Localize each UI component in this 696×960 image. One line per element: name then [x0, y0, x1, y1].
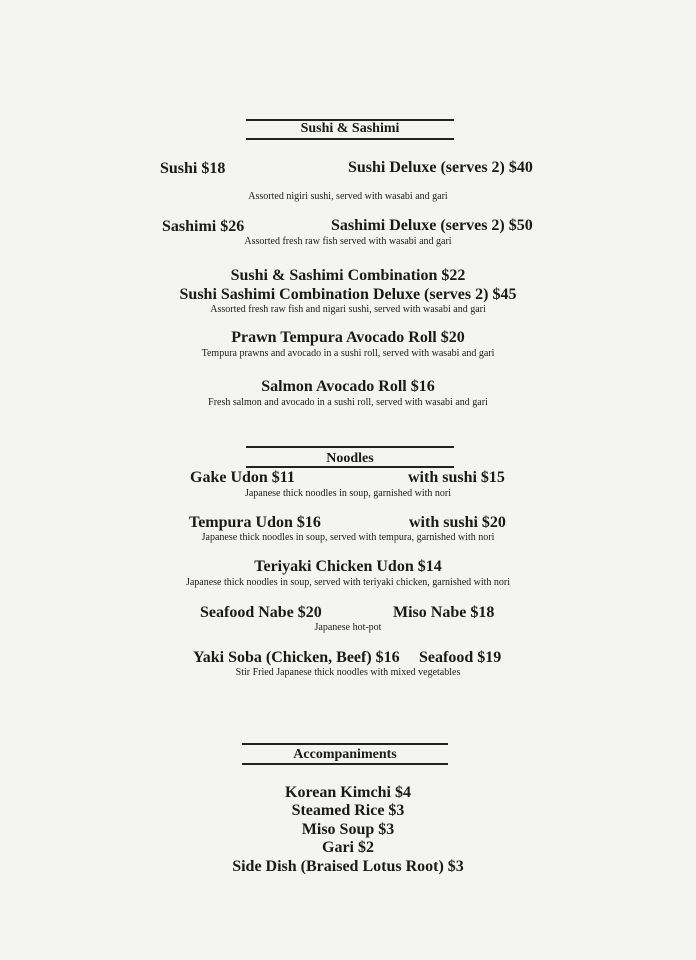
item-description: Japanese hot-pot [314, 622, 382, 633]
menu-item-teriyaki-udon: Teriyaki Chicken Udon $14 [254, 558, 442, 575]
item-description: Japanese thick noodles in soup, served with tempura, garnished with nori [201, 532, 495, 543]
menu-item-prawn-roll: Prawn Tempura Avocado Roll $20 [231, 329, 465, 346]
menu-item-steamed-rice: Steamed Rice $3 [291, 802, 405, 819]
menu-item-seafood-nabe: Seafood Nabe $20 [200, 604, 322, 621]
item-description: Tempura prawns and avocado in a sushi roll, served with wasabi and gari [201, 348, 495, 359]
menu-item-korean-kimchi: Korean Kimchi $4 [285, 784, 411, 801]
heading-rule-bottom [246, 138, 454, 140]
section-heading-sushi: Sushi & Sashimi [300, 121, 400, 136]
menu-item-tempura-udon: Tempura Udon $16 [189, 514, 321, 531]
item-description: Assorted nigiri sushi, served with wasabi and gari [248, 191, 448, 202]
menu-item-sushi-deluxe: Sushi Deluxe (serves 2) $40 [348, 159, 533, 176]
item-description: Assorted fresh raw fish and nigari sushi, served with wasabi and gari [210, 304, 486, 315]
menu-item-side-dish: Side Dish (Braised Lotus Root) $3 [232, 858, 464, 875]
menu-item-gari: Gari $2 [322, 839, 374, 856]
menu-item-combination-deluxe: Sushi Sashimi Combination Deluxe (serves 2) $45 [179, 286, 517, 303]
menu-item-yaki-soba-seafood: Seafood $19 [419, 649, 502, 666]
menu-item-combination: Sushi & Sashimi Combination $22 [230, 267, 466, 284]
section-heading-accompaniments: Accompaniments [293, 747, 397, 762]
item-description: Japanese thick noodles in soup, garnished with nori [244, 488, 452, 499]
menu-item-sashimi: Sashimi $26 [162, 218, 245, 235]
menu-item-yaki-soba: Yaki Soba (Chicken, Beef) $16 [193, 649, 400, 666]
item-description: Assorted fresh raw fish served with wasabi and gari [244, 236, 452, 247]
menu-item-gake-with-sushi: with sushi $15 [408, 469, 505, 486]
menu-item-gake-udon: Gake Udon $11 [190, 469, 295, 486]
menu-item-sushi: Sushi $18 [160, 160, 226, 177]
heading-rule-top [246, 446, 454, 448]
heading-rule-bottom [242, 763, 448, 765]
heading-rule-bottom [246, 466, 454, 468]
item-description: Stir Fried Japanese thick noodles with mixed vegetables [235, 667, 461, 678]
menu-item-tempura-with-sushi: with sushi $20 [409, 514, 506, 531]
menu-item-salmon-roll: Salmon Avocado Roll $16 [261, 378, 435, 395]
item-description: Fresh salmon and avocado in a sushi roll, served with wasabi and gari [208, 397, 488, 408]
menu-item-miso-soup: Miso Soup $3 [301, 821, 395, 838]
heading-rule-top [242, 743, 448, 745]
menu-item-miso-nabe: Miso Nabe $18 [393, 604, 495, 621]
section-heading-noodles: Noodles [326, 451, 374, 466]
menu-item-sashimi-deluxe: Sashimi Deluxe (serves 2) $50 [331, 217, 533, 234]
item-description: Japanese thick noodles in soup, served with teriyaki chicken, garnished with nori [185, 577, 511, 588]
